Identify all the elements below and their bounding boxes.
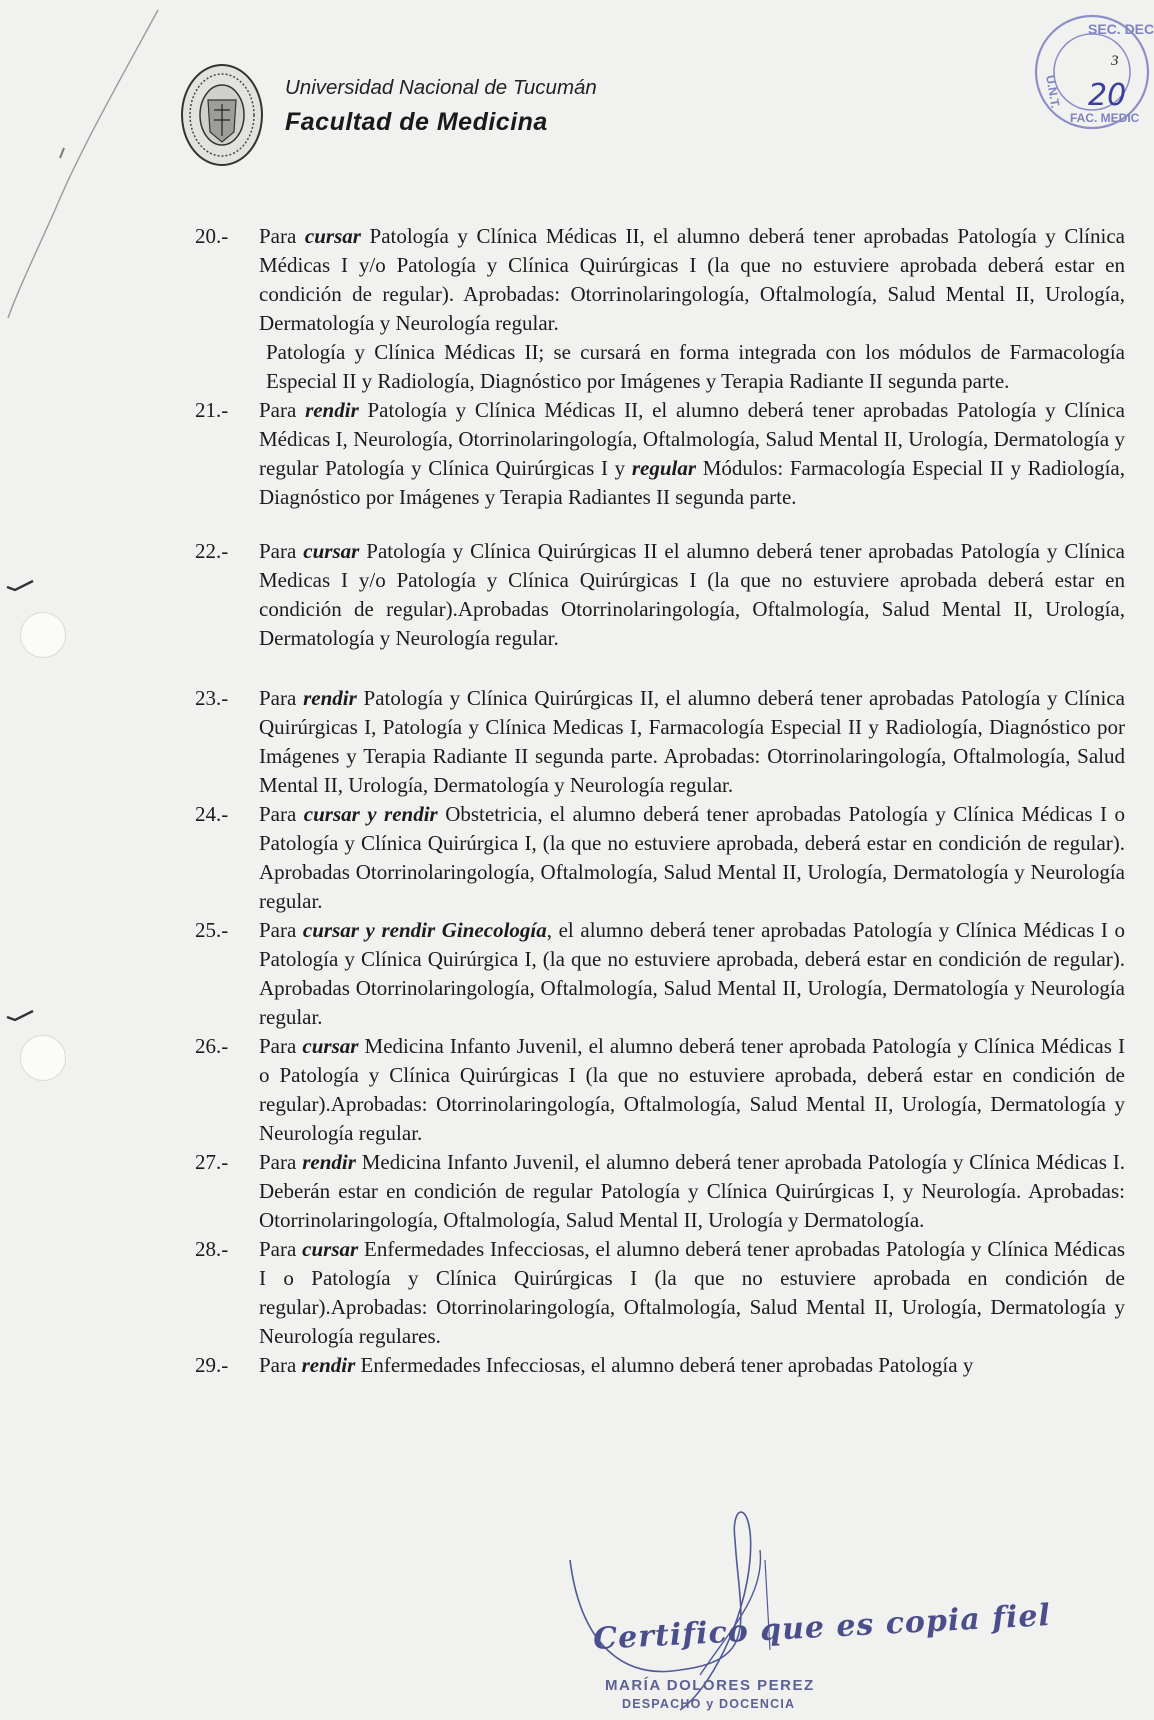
- article-paragraph: [259, 1148, 1125, 1235]
- stamp-page-number: 20: [1088, 78, 1127, 113]
- article-item: [195, 1032, 1125, 1148]
- article-number: 20.-: [195, 224, 229, 248]
- article-text: Para: [259, 802, 304, 826]
- article-paragraph: [259, 1032, 1125, 1148]
- article-text: Para: [259, 1150, 303, 1174]
- article-keyword: cursar y rendir: [303, 802, 438, 826]
- article-spacer: [195, 512, 1125, 537]
- signatory-role: DESPACHO y DOCENCIA: [622, 1697, 796, 1711]
- article-item: [195, 800, 1125, 916]
- article-text: Para: [259, 398, 306, 422]
- article-number: 29.-: [195, 1353, 229, 1377]
- faculty-name: Facultad de Medicina: [285, 108, 548, 136]
- article-text: Patología y Clínica Quirúrgicas II, el alumno deberá tener aprobadas Patología y Clínica Quirúrgicas I, Patología y Clínica Medicas I, Farmacología Especial II y Radiología, Diagnóstico por Imágenes y Terapia Radiante II segunda parte. Aprobadas: Otorrinolaringología, Oftalmología, Salud Mental II, Urología, Dermatología y Neurología regular.: [259, 686, 1125, 797]
- article-text: , el alumno deberá tener aprobadas Patología y Clínica Médicas I o Patología y Clínica Quirúrgica I, (la que no estuviere aprobada, deberá estar en condición de regular). Aprobadas Otorrinolaringología, Oftalmología, Salud Mental II, Urología, Dermatología y Neurología regular.: [259, 918, 1125, 1029]
- article-paragraph: [259, 916, 1125, 1032]
- svg-text:U.N.T.: U.N.T.: [1043, 74, 1063, 110]
- article-keyword: cursar: [302, 1034, 359, 1058]
- article-paragraph: [259, 800, 1125, 916]
- article-text: Enfermedades Infecciosas, el alumno deberá tener aprobadas Patología y Clínica Médicas I o Patología y Clínica Quirúrgicas I (la que no estuviere aprobada en condición de regular).Aprobadas: Otorrinolaringología, Oftalmología, Salud Mental II, Urología, Dermatología y Neurología regulares.: [259, 1237, 1125, 1348]
- article-text: Patología y Clínica Médicas II, el alumno deberá tener aprobadas Patología y Clínica Médicas I, Neurología, Otorrinolaringología, Oftalmología, Salud Mental II, Urología, Dermatología y regular Patología y Clínica Quirúrgicas I y: [259, 398, 1125, 480]
- article-number: 28.-: [195, 1237, 229, 1261]
- article-item: [195, 1235, 1125, 1351]
- punch-hole: [20, 612, 66, 658]
- article-item: [195, 1351, 1125, 1380]
- article-paragraph: [259, 1235, 1125, 1351]
- article-item: [195, 1148, 1125, 1235]
- stamp-small-number: 3: [1111, 53, 1119, 69]
- article-text: Para: [259, 918, 303, 942]
- article-number: 23.-: [195, 686, 229, 710]
- punch-hole: [20, 1035, 66, 1081]
- article-text: Enfermedades Infecciosas, el alumno deberá tener aprobadas Patología y: [355, 1353, 974, 1377]
- article-text: Patología y Clínica Médicas II, el alumno deberá tener aprobadas Patología y Clínica Médicas I y/o Patología y Clínica Quirúrgicas I (la que no estuviere aprobada deberá estar en condición de regular). Aprobadas: Otorrinolaringología, Oftalmología, Salud Mental II, Urología, Dermatología y Neurología regular.: [259, 224, 1125, 335]
- article-paragraph: [259, 338, 1125, 396]
- article-paragraph: [259, 537, 1125, 653]
- article-spacer: [195, 653, 1125, 684]
- official-stamp-icon: [1030, 10, 1154, 134]
- article-keyword: rendir: [305, 398, 359, 422]
- article-list: [195, 222, 1125, 1380]
- article-text: Medicina Infanto Juvenil, el alumno deberá tener aprobada Patología y Clínica Médicas I o Patología y Clínica Quirúrgicas I (la que no estuviere aprobada, deberá estar en condición de regular).Aprobadas: Otorrinolaringología, Oftalmología, Salud Mental II, Urología, Dermatología y Neurología regular.: [259, 1034, 1125, 1145]
- article-number: 26.-: [195, 1034, 229, 1058]
- article-paragraph: [259, 1351, 1125, 1380]
- article-keyword: cursar: [304, 224, 361, 248]
- article-keyword: rendir: [302, 1150, 356, 1174]
- university-seal-icon: [178, 60, 266, 170]
- article-item: [195, 222, 1125, 396]
- article-item: [195, 916, 1125, 1032]
- article-text: Para: [259, 539, 304, 563]
- article-item: [195, 537, 1125, 653]
- article-item: [195, 396, 1125, 512]
- article-text: Patología y Clínica Quirúrgicas II el alumno deberá tener aprobadas Patología y Clínica Medicas I y/o Patología y Clínica Quirúrgicas I (la que no estuviere aprobada deberá estar en condición de regular).Aprobadas Otorrinolaringología, Oftalmología, Salud Mental II, Urología, Dermatología y Neurología regular.: [259, 539, 1125, 650]
- article-text: Módulos: Farmacología Especial II y Radiología, Diagnóstico por Imágenes y Terapia Radiantes II segunda parte.: [259, 456, 1126, 509]
- article-paragraph: [259, 684, 1125, 800]
- article-keyword: regular: [631, 456, 697, 480]
- article-text: Para: [259, 1034, 303, 1058]
- article-text: Para: [259, 1353, 302, 1377]
- margin-check-icon: [5, 1008, 35, 1024]
- svg-text:SEC. DEC: SEC. DEC: [1088, 21, 1154, 37]
- article-text: Para: [259, 224, 305, 248]
- article-keyword: rendir: [301, 1353, 356, 1377]
- article-number: 21.-: [195, 398, 229, 422]
- article-paragraph: [259, 222, 1125, 338]
- article-text: Para: [259, 1237, 303, 1261]
- university-name: Universidad Nacional de Tucumán: [285, 76, 597, 99]
- article-keyword: rendir: [303, 686, 357, 710]
- article-text: Medicina Infanto Juvenil, el alumno deberá tener aprobada Patología y Clínica Médicas I. Deberán estar en condición de regular Patología y Clínica Quirúrgicas I, y Neurología. Aprobadas: Otorrinolaringología, Oftalmología, Salud Mental II, Urología y Dermatología.: [259, 1150, 1125, 1232]
- signature-certification-text: Certifico que es copia fiel: [592, 1598, 1052, 1657]
- article-number: 24.-: [195, 802, 229, 826]
- article-number: 22.-: [195, 539, 229, 563]
- article-keyword: cursar y rendir Ginecología: [302, 918, 547, 942]
- article-paragraph: [259, 396, 1125, 512]
- article-text: Para: [259, 686, 304, 710]
- article-text: Obstetricia, el alumno deberá tener aprobadas Patología y Clínica Médicas I o Patología y Clínica Quirúrgica I, (la que no estuviere aprobada, deberá estar en condición de regular). Aprobadas Otorrinolaringología, Oftalmología, Salud Mental II, Urología, Dermatología y Neurología regular.: [259, 802, 1125, 913]
- margin-check-icon: [5, 578, 35, 594]
- article-item: [195, 684, 1125, 800]
- svg-text:FAC. MEDIC: FAC. MEDIC: [1070, 111, 1140, 125]
- article-number: 25.-: [195, 918, 229, 942]
- article-number: 27.-: [195, 1150, 229, 1174]
- margin-pencil-line: [0, 0, 200, 320]
- article-keyword: cursar: [303, 539, 360, 563]
- article-keyword: cursar: [302, 1237, 359, 1261]
- article-text: Patología y Clínica Médicas II; se cursará en forma integrada con los módulos de Farmacología Especial II y Radiología, Diagnóstico por Imágenes y Terapia Radiante II segunda parte.: [266, 340, 1125, 393]
- signatory-name: MARÍA DOLORES PEREZ: [605, 1677, 815, 1694]
